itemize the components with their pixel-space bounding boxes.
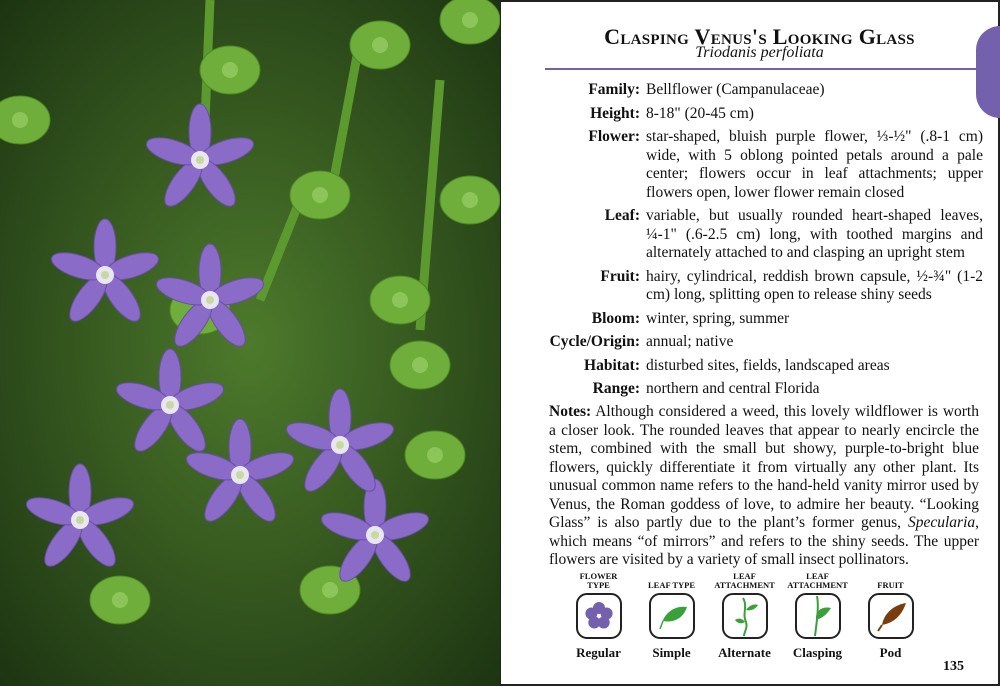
field-row	[501, 268, 983, 305]
notes-text: Although considered a weed, this lovely wildflower is worth a closer look. The rounded leaves that appear to nearly encircle the stem, combined with the small but showy, purple-to-bright blue flowers, quickly differentiate it from virtually any other plant. Its unusual common name refers to the hand-held vanity mirror used by Venus, the Roman goddess of love, to admire her beauty. “Looking Glass” is also partly due to the plant’s former genus,	[549, 403, 979, 531]
icon-label: Alternate	[718, 645, 771, 660]
field-value: star-shaped, bluish purple flower, ⅓-½" (.8-1 cm) wide, with 5 oblong pointed petals around a pale center; flowers occur in leaf attachments; upper flowers open, lower flower remain closed	[646, 128, 983, 201]
notes-genus: Specularia	[907, 514, 976, 531]
field-value: 8-18" (20-45 cm)	[646, 104, 754, 122]
icon-item-regular	[571, 568, 626, 661]
field-label: Fruit:	[600, 267, 640, 285]
field-row	[501, 357, 983, 376]
icon-label: Clasping	[792, 645, 843, 660]
icon-header	[648, 568, 695, 590]
alternate-leaf-icon	[722, 593, 768, 639]
scientific-name: Triodanis perfoliata	[695, 44, 824, 61]
field-label: Family:	[588, 81, 640, 98]
icon-item-simple	[644, 568, 699, 661]
page-title: Clasping Venus's Looking Glass	[604, 24, 915, 49]
icon-header-text: FRUIT	[877, 580, 904, 590]
icon-label: Pod	[879, 645, 902, 660]
pod-icon	[868, 593, 914, 639]
field-value: disturbed sites, fields, landscaped areas	[646, 356, 890, 374]
icon-item-clasping	[787, 568, 848, 661]
field-row	[501, 333, 983, 352]
icon-header-text: LEAF TYPE	[648, 580, 695, 590]
field-list	[501, 81, 983, 404]
icon-header-text: LEAF ATTACHMENT	[787, 571, 848, 590]
text-page	[500, 0, 1000, 686]
field-row	[501, 128, 983, 202]
field-row	[501, 105, 983, 124]
notes-label: Notes:	[549, 403, 592, 420]
field-row	[501, 207, 983, 263]
icon-item-pod	[863, 568, 918, 661]
notes-text-end: , which means “of mirrors” and refers to the shiny seeds. The upper flowers are visited by a variety of small insect pollinators.	[549, 514, 979, 568]
field-label: Leaf:	[604, 207, 640, 224]
icon-label: Simple	[652, 645, 691, 660]
icon-item-alternate	[714, 568, 775, 661]
field-value: hairy, cylindrical, reddish brown capsule, ½-¾" (1-2 cm) long, splitting open to release shiny seeds	[646, 267, 983, 303]
notes	[549, 403, 979, 570]
icon-label: Regular	[576, 645, 621, 660]
leaf-icon	[649, 593, 695, 639]
field-label: Bloom:	[591, 309, 640, 327]
icon-header	[580, 568, 618, 590]
field-value: winter, spring, summer	[646, 309, 790, 327]
field-label: Flower:	[588, 128, 640, 145]
flower-icon	[576, 593, 622, 639]
field-label: Height:	[590, 104, 640, 122]
field-value: annual; native	[646, 333, 734, 350]
field-label: Range:	[592, 380, 640, 397]
field-row	[501, 81, 983, 100]
field-value: variable, but usually rounded heart-shaped leaves, ¼-1" (.6-2.5 cm) long, with toothed margins and alternately attached to and clasping an upright stem	[646, 207, 983, 261]
field-value: northern and central Florida	[646, 380, 820, 397]
clasping-leaf-icon	[795, 593, 841, 639]
icon-header	[714, 568, 775, 590]
icon-header-text: LEAF ATTACHMENT	[714, 571, 775, 590]
title-rule	[545, 68, 976, 70]
page-number: 135	[943, 659, 964, 674]
icon-header	[877, 568, 903, 590]
field-row	[501, 310, 983, 329]
icon-header-text: FLOWER TYPE	[579, 571, 618, 590]
field-label: Habitat:	[584, 356, 640, 374]
icon-header	[787, 568, 848, 590]
field-value: Bellflower (Campanulaceae)	[646, 81, 825, 98]
field-label: Cycle/Origin:	[549, 333, 640, 350]
icon-legend	[571, 568, 918, 661]
field-row	[501, 380, 983, 399]
